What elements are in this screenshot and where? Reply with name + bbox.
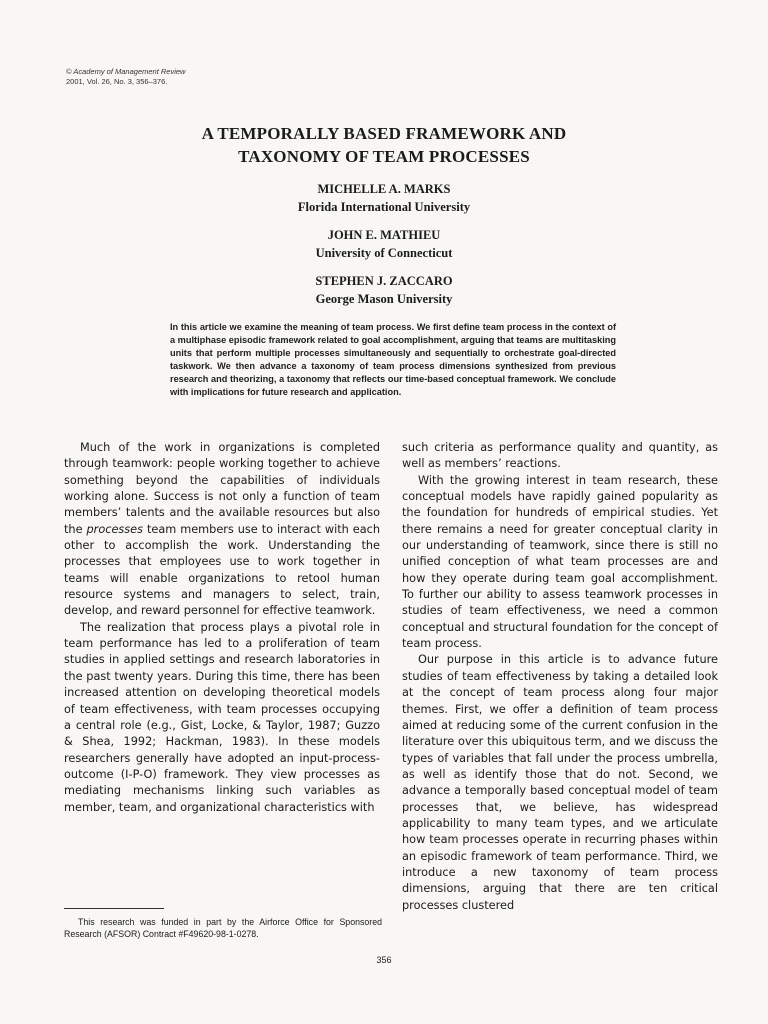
author-affiliation: Florida International University [297,200,471,214]
paragraph: Our purpose in this article is to advance future studies of team effectiveness by taking a detailed look at the concept of team process along four major themes. First, we offer a definition of team process aimed at reducing some of the current confusion in the literature over this ubiquitous term, and we discuss the types of variables that fall under the process umbrella, as well as identify those that do not. Second, we advance a temporally based conceptual model of team processes that, we believe, has widespread applicability to many team types, and we articulate how team processes operate in recurring phases within an episodic framework of team performance. Third, we introduce a new taxonomy of team process dimensions, arguing that there are ten critical processes clustered [402,653,718,912]
paragraph: such criteria as performance quality and quantity, as well as members’ reactions. [402,441,718,471]
paragraph: With the growing interest in team research, these conceptual models have rapidly gained popularity as the foundation for hundreds of empirical studies. Yet there remains a need for greater conceptual clarity in our understanding of teamwork, since there is still no unified conception of what team processes are and how they operate during team goal accomplishment. To further our ability to assess teamwork processes in studies of team effectiveness, we need a common conceptual and structural foundation for the concept of team process. [402,473,718,651]
author-affiliation: George Mason University [315,292,453,306]
paragraph: The realization that process plays a pivotal role in team performance has led to a proliferation of team studies in applied settings and research laboratories in the past twenty years. During this time, there has been increased attention on developing theoretical models of team effectiveness, with team processes occupying a central role (e.g., Gist, Locke, & Taylor, 1987; Guzzo & Shea, 1992; Hackman, 1983). In these models researchers generally have adopted an input-process-outcome (I-P-O) framework. They view processes as mediating mechanisms linking such variables as member, team, and organizational characteristics with [64,620,380,814]
title-line-1: A TEMPORALLY BASED FRAMEWORK AND [201,124,567,143]
author-name: JOHN E. MATHIEU [327,228,441,242]
paragraph: Much of the work in organizations is completed through teamwork: people working together to achieve something beyond the capabilities of individuals working alone. Success is not only a function of team members’ talents and the available resources but also the processes team members use to interact with each other to accomplish the work. Understanding the processes that employees use to work together in teams will enable organizations to retool human resource systems and managers to select, train, develop, and reward personnel for effective teamwork. [64,441,380,618]
journal-citation [66,67,185,87]
author-block [0,272,768,308]
article-title [0,122,768,168]
right-column [402,440,718,914]
title-line-2: TAXONOMY OF TEAM PROCESSES [238,147,530,166]
abstract: In this article we examine the meaning of team process. We first define team process in the context of a multiphase episodic framework related to goal accomplishment, arguing that teams are multitasking units that perform multiple processes simultaneously and sequentially to orchestrate goal-directed taskwork. We then advance a taxonomy of team process dimensions synthesized from previous research and theorizing, a taxonomy that reflects our time-based conceptual framework. We conclude with implications for future research and application. [170,322,616,398]
left-column [64,440,380,816]
author-name: STEPHEN J. ZACCARO [315,274,453,288]
footnote: This research was funded in part by the Airforce Office for Sponsored Research (AFSOR) Contract #F49620-98-1-0278. [64,917,382,939]
journal-volume: 2001, Vol. 26, No. 3, 356–376. [66,77,168,86]
author-name: MICHELLE A. MARKS [317,182,451,196]
author-affiliation: University of Connecticut [315,246,453,260]
author-block [0,180,768,216]
page-number: 356 [376,955,392,965]
journal-name: © Academy of Management Review [66,67,186,76]
footnote-divider [64,908,164,909]
author-block [0,226,768,262]
